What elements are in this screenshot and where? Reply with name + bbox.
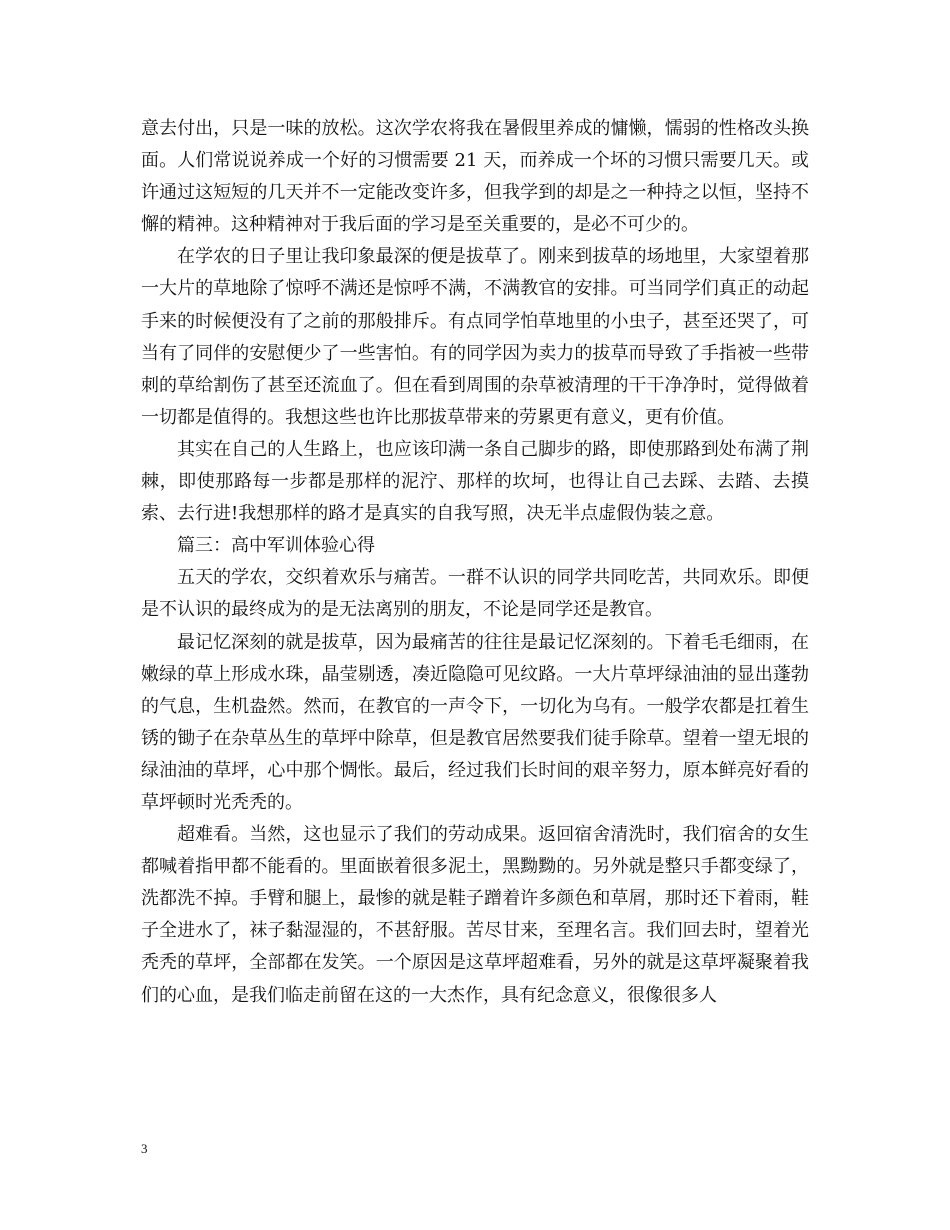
paragraph-3: 其实在自己的人生路上，也应该印满一条自己脚步的路，即使那路到处布满了荆棘，即使那路每一步都是那样的泥泞、那样的坎坷，也得让自己去踩、去踏、去摸索、去行进!我想那样的路才是真实的自我写照，决无半点虚假伪装之意。 bbox=[141, 438, 809, 525]
paragraph-6: 超难看。当然，这也显示了我们的劳动成果。返回宿舍清洗时，我们宿舍的女生都喊着指甲都不能看的。里面嵌着很多泥土，黑黝黝的。另外就是整只手都变绿了，洗都洗不掉。手臂和腿上，最惨的就是鞋子蹭着许多颜色和草屑，那时还下着雨，鞋子全进水了，袜子黏湿湿的，不甚舒服。苦尽甘来，至理名言。我们回去时，望着光秃秃的草坪，全部都在发笑。一个原因是这草坪超难看，另外的就是这草坪凝聚着我们的心血，是我们临走前留在这的一大杰作，具有纪念意义，很像很多人 bbox=[141, 824, 809, 1006]
paragraph-5: 最记忆深刻的就是拔草，因为最痛苦的往往是最记忆深刻的。下着毛毛细雨，在嫩绿的草上形成水珠，晶莹剔透，凑近隐隐可见纹路。一大片草坪绿油油的显出蓬勃的气息，生机盎然。然而，在教官的一声令下，一切化为乌有。一般学农都是扛着生锈的锄子在杂草丛生的草坪中除草，但是教官居然要我们徒手除草。望着一望无垠的绿油油的草坪，心中那个惆怅。最后，经过我们长时间的艰辛努力，原本鲜亮好看的草坪顿时光秃秃的。 bbox=[141, 631, 809, 813]
paragraph-2: 在学农的日子里让我印象最深的便是拔草了。刚来到拔草的场地里，大家望着那一大片的草地除了惊呼不满还是惊呼不满，不满教官的安排。可当同学们真正的动起手来的时候便没有了之前的那般排斥。有点同学怕草地里的小虫子，甚至还哭了，可当有了同伴的安慰便少了一些害怕。有的同学因为卖力的拔草而导致了手指被一些带刺的草给割伤了甚至还流血了。但在看到周围的杂草被清理的干干净净时，觉得做着一切都是值得的。我想这些也许比那拔草带来的劳累更有意义，更有价值。 bbox=[141, 246, 809, 428]
section-heading: 篇三：高中军训体验心得 bbox=[177, 535, 375, 557]
page-number: 3 bbox=[141, 1141, 148, 1156]
paragraph-4: 五天的学农，交织着欢乐与痛苦。一群不认识的同学共同吃苦，共同欢乐。即便是不认识的最终成为的是无法离别的朋友，不论是同学还是教官。 bbox=[141, 567, 809, 621]
document-body bbox=[141, 113, 809, 1012]
paragraph-1: 意去付出，只是一味的放松。这次学农将我在暑假里养成的慵懒，懦弱的性格改头换面。人们常说说养成一个好的习惯需要 21 天，而养成一个坏的习惯只需要几天。或许通过这短短的几天并不一定能改变许多，但我学到的却是之一种持之以恒，坚持不懈的精神。这种精神对于我后面的学习是至关重要的，是必不可少的。 bbox=[141, 118, 809, 236]
